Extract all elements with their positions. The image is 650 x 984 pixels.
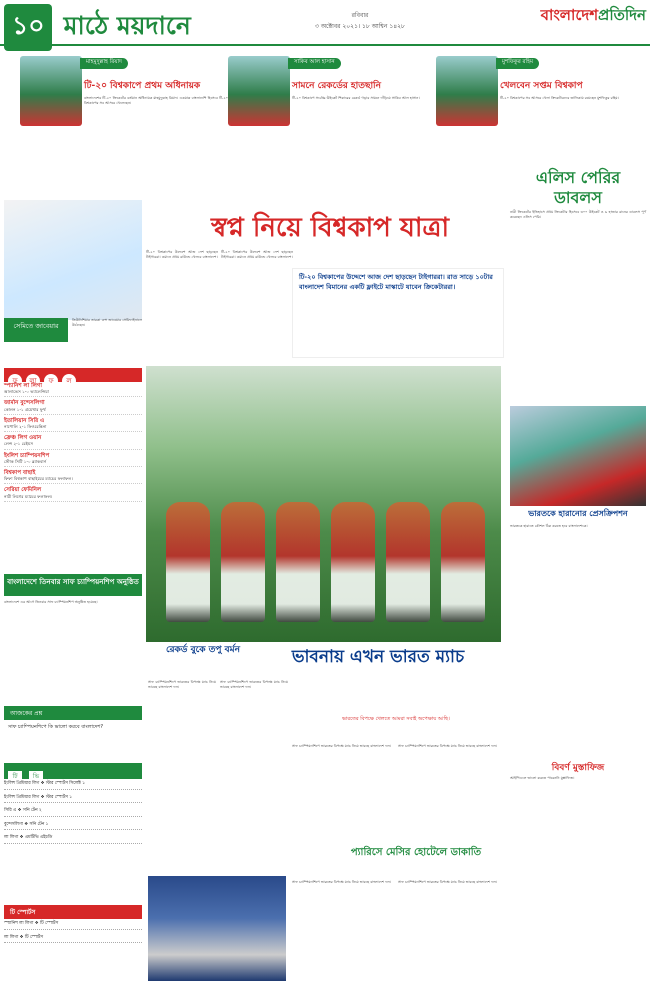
lead-body-col1: টি-২০ বিশ্বকাপের উদ্দেশে আজ দেশ ছাড়ছেন টাইগাররা। ওমানে প্রথম রাউন্ডে খেলবে বাংলাদেশ। bbox=[146, 250, 218, 260]
result-title: ইতালিয়ান সিরি এ bbox=[4, 417, 45, 424]
tv-tab[interactable]: ভি bbox=[29, 771, 43, 783]
mustafiz-text: আইপিএলে ভালো করতে পারেননি মুস্তাফিজ। bbox=[510, 776, 575, 780]
brief-headline: টি-২০ বিশ্বকাপে প্রথম অধিনায়ক bbox=[84, 81, 201, 91]
brief-1[interactable] bbox=[20, 56, 230, 152]
tv-tab[interactable]: টি bbox=[8, 771, 22, 783]
brief-person: মুশফিকুর রহিম bbox=[496, 58, 539, 69]
result-title: ফ্রেঞ্চ লিগ ওয়ান bbox=[4, 435, 42, 442]
tv-row: ইংলিশ প্রিমিয়ার লিগ ❖ স্টার স্পোর্টস সিলেক্ট ১ bbox=[4, 781, 142, 790]
result-title: স্প্যানিশ লা লিগা bbox=[4, 383, 43, 389]
poll-head: আজকের প্রশ্ন bbox=[4, 706, 142, 720]
player-photo bbox=[436, 56, 498, 126]
tv-row: ইংলিশ প্রিমিয়ার লিগ ❖ স্টার স্পোর্টস ১ bbox=[4, 795, 142, 804]
record-body: সাফ চ্যাম্পিয়নশিপে ভারতের বিপক্ষে ম্যাচ নিয়ে ভাবছে বাংলাদেশ দল। bbox=[148, 680, 216, 690]
india-body-col1: সাফ চ্যাম্পিয়নশিপে ভারতের বিপক্ষে ম্যাচ নিয়ে ভাবছে বাংলাদেশ দল। bbox=[220, 680, 288, 690]
tv-row: লা লিগা ❖ এমটিভি এইচডি bbox=[4, 835, 142, 844]
results-tab[interactable]: ল bbox=[62, 374, 76, 388]
player-photo bbox=[228, 56, 290, 126]
player-figure bbox=[221, 502, 265, 622]
result-item[interactable] bbox=[4, 454, 142, 467]
tv-schedule bbox=[4, 781, 142, 901]
lead-highlight: টি-২০ বিশ্বকাপের উদ্দেশে আজ দেশ ছাড়ছেন টাইগাররা। রাত সাড়ে ১০টার বাংলাদেশ বিমানের একটি ফ্লাইটে মাস্কাটে যাবেন ক্রিকেটাররা। bbox=[299, 273, 493, 291]
player-figure bbox=[276, 502, 320, 622]
result-title: বিশ্বকাপ বাছাই bbox=[4, 470, 36, 477]
psg-photo bbox=[148, 876, 286, 981]
perry-text: নারী ক্রিকেটের ইতিহাসে প্রথম ক্রিকেটার হিসেবে ৩০০ উইকেট ও ৬ হাজার রানের ডাবলস পূর্ণ করেছেন এলিস পেরি। bbox=[510, 210, 646, 220]
brand-logo[interactable] bbox=[500, 4, 646, 38]
india-body-col2: সাফ চ্যাম্পিয়নশিপে ভারতের বিপক্ষে ম্যাচ নিয়ে ভাবছে বাংলাদেশ দল। bbox=[292, 744, 392, 748]
result-item[interactable] bbox=[4, 401, 142, 414]
brief-person: মাহমুদুল্লাহ রিয়াদ bbox=[80, 58, 128, 69]
brand-part1: বাংলাদেশ bbox=[540, 6, 599, 24]
prescription-text: ভারতকে হারাতে কৌশল ঠিক করতে হবে বাংলাদেশকে। bbox=[510, 524, 588, 528]
header-rule bbox=[0, 44, 650, 46]
team-training-photo bbox=[146, 366, 501, 642]
date: ৩ অক্টোবর ২০২১। ১৮ আশ্বিন ১৪২৮ bbox=[315, 23, 405, 30]
tsports-head: টি স্পোর্টস bbox=[4, 905, 142, 919]
india-match-headline[interactable]: ভাবনায় এখন ভারত ম্যাচ bbox=[291, 647, 465, 667]
lead-headline[interactable]: স্বপ্ন নিয়ে বিশ্বকাপ যাত্রা bbox=[210, 213, 450, 243]
tennis-text: তিউনিশিয়ার তারকা ওন্স জাবেয়ার সেমিফাইনালে উঠেছেন। bbox=[72, 318, 142, 328]
lead-body-col2: টি-২০ বিশ্বকাপের উদ্দেশে আজ দেশ ছাড়ছেন টাইগাররা। ওমানে প্রথম রাউন্ডে খেলবে বাংলাদেশ। bbox=[221, 250, 293, 260]
poll-question[interactable]: সাফ চ্যাম্পিয়নশিপে কি ভালো করবে বাংলাদেশ? bbox=[8, 724, 104, 730]
day: রবিবার bbox=[351, 12, 369, 19]
result-item[interactable] bbox=[4, 488, 142, 501]
page-number: ১০ bbox=[4, 4, 52, 51]
results-tabs bbox=[4, 368, 142, 385]
player-figure bbox=[166, 502, 210, 622]
mustafiz-headline[interactable]: বিবর্ণ মুস্তাফিজ bbox=[551, 763, 605, 773]
result-text: আলাভেস ১-০ ভ্যালেন্সিয়া bbox=[4, 389, 49, 395]
result-title: সেরিয়া ফেমিনিল bbox=[4, 487, 42, 494]
player-figure bbox=[331, 502, 375, 622]
brief-text: টি-২০ বিশ্বকাপের সব আসরে খেলা ক্রিকেটারদের তালিকায় রয়েছেন মুশফিকুর রহিম। bbox=[500, 96, 619, 100]
brief-person: সাকিব আল হাসান bbox=[288, 58, 341, 69]
result-text: স্টোক সিটি ১-০ ব্ল্যাকবার্ন bbox=[4, 458, 47, 464]
tv-row: সিরি এ ❖ সনি টেন ২ bbox=[4, 808, 142, 817]
results-tab[interactable]: লা bbox=[26, 374, 40, 388]
tv-tabs bbox=[4, 763, 142, 779]
psg-body-col2: সাফ চ্যাম্পিয়নশিপে ভারতের বিপক্ষে ম্যাচ নিয়ে ভাবছে বাংলাদেশ দল। bbox=[398, 880, 498, 884]
result-title: ইংলিশ চ্যাম্পিয়নশিপ bbox=[4, 452, 50, 459]
section-title: মাঠে ময়দানে bbox=[63, 11, 191, 40]
result-text: কোলন ১-১ গ্রয়েথার ফুর্থ bbox=[4, 406, 46, 412]
record-headline[interactable]: রেকর্ড বুকে তপু বর্মন bbox=[165, 645, 241, 655]
player-figure bbox=[441, 502, 485, 622]
brand-part2: প্রতিদিন bbox=[598, 6, 646, 24]
result-item[interactable] bbox=[4, 384, 142, 397]
player-figure bbox=[386, 502, 430, 622]
tsports-schedule bbox=[4, 921, 142, 981]
brief-3[interactable] bbox=[436, 56, 646, 152]
player-photo bbox=[20, 56, 82, 126]
player-photo bbox=[510, 406, 646, 506]
result-item[interactable] bbox=[4, 436, 142, 449]
lead-highlight-box bbox=[292, 268, 504, 358]
tv-row: লা লিগা ❖ টি স্পোর্টস bbox=[4, 935, 142, 944]
tv-row: স্প্যানিশ লা লিগা ❖ টি স্পোর্টস bbox=[4, 921, 142, 930]
result-text: ফিফা বিশ্বকাপ বাছাইয়ের ম্যাচের ফলাফল। bbox=[4, 476, 73, 482]
india-body-col3: সাফ চ্যাম্পিয়নশিপে ভারতের বিপক্ষে ম্যাচ নিয়ে ভাবছে বাংলাদেশ দল। bbox=[398, 744, 498, 748]
result-item[interactable] bbox=[4, 419, 142, 432]
saf-text: বাংলাদেশে এর আগে তিনবার সাফ চ্যাম্পিয়নশিপ অনুষ্ঠিত হয়েছে। bbox=[4, 600, 98, 604]
result-text: নাপোলি ২-১ ফিওরেন্তিনা bbox=[4, 424, 47, 430]
masthead-left bbox=[4, 4, 224, 46]
results-list bbox=[4, 384, 142, 572]
tennis-caption[interactable]: সেমিতে জাবেয়ার bbox=[4, 318, 68, 342]
results-tab[interactable]: ফ bbox=[8, 374, 22, 388]
tennis-photo bbox=[4, 200, 142, 320]
result-title: জার্মান বুন্দেসলিগা bbox=[4, 400, 45, 407]
brief-text: টি-২০ বিশ্বকাপে সর্বোচ্চ উইকেট শিকারের রেকর্ড গড়ার সামনে দাঁড়িয়ে সাকিব আল হাসান। bbox=[292, 96, 420, 100]
dateline bbox=[245, 10, 475, 30]
brief-headline: সামনে রেকর্ডের হাতছানি bbox=[292, 81, 381, 91]
psg-body-col1: সাফ চ্যাম্পিয়নশিপে ভারতের বিপক্ষে ম্যাচ নিয়ে ভাবছে বাংলাদেশ দল। bbox=[292, 880, 392, 884]
saf-headline[interactable]: বাংলাদেশে তিনবার সাফ চ্যাম্পিয়নশিপ অনুষ্ঠিত bbox=[4, 574, 142, 596]
perry-headline[interactable]: এলিস পেরির ডাবলস bbox=[535, 168, 621, 207]
result-text: নারী লিগের ম্যাচের ফলাফল। bbox=[4, 493, 53, 499]
results-tab[interactable]: ফ bbox=[44, 374, 58, 388]
psg-headline[interactable]: প্যারিসে মেসির হোটেলে ডাকাতি bbox=[350, 847, 482, 858]
tv-row: বুন্দেসলিগা ❖ সনি টেন ১ bbox=[4, 822, 142, 831]
brief-text: বাংলাদেশের টি-২০ ক্রিকেটের বর্তমান অধিনায়ক মাহমুদুল্লাহ রিয়াদ। একমাত্র বাংলাদেশি হিসেবে টি-২০ বিশ্বকাপের সব আসরে খেলেছেন। bbox=[84, 96, 228, 106]
brief-2[interactable] bbox=[228, 56, 438, 152]
prescription-headline[interactable]: ভারতকে হারানোর প্রেসক্রিপশন bbox=[528, 509, 628, 518]
result-item[interactable] bbox=[4, 471, 142, 484]
pull-quote: ভারতের বিপক্ষে খেলতে আমরা সবাই অপেক্ষায় আছি। bbox=[342, 716, 450, 722]
brief-headline: খেলবেন সপ্তম বিশ্বকাপ bbox=[500, 81, 583, 91]
result-text: লেন্স ২-১ রেইমস bbox=[4, 441, 33, 447]
